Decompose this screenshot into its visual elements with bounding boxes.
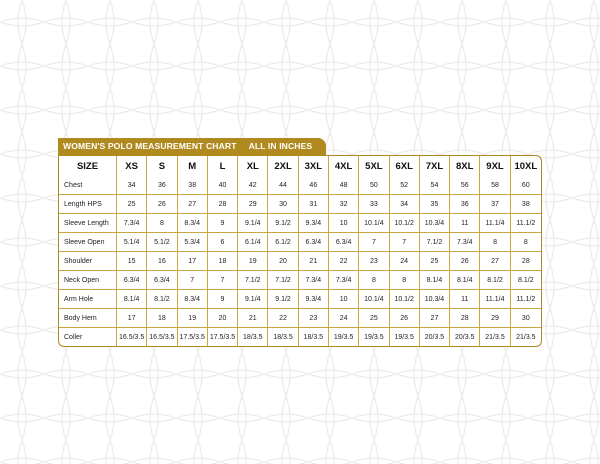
table-cell: 38 [178, 176, 208, 195]
size-header-m: M [178, 156, 208, 176]
table-cell: 6 [208, 233, 238, 252]
table-cell: 22 [268, 309, 298, 328]
row-label: Length HPS [59, 195, 117, 214]
table-row [59, 252, 541, 271]
table-cell: 32 [329, 195, 359, 214]
size-header-xl: XL [238, 156, 268, 176]
table-cell: 28 [450, 309, 480, 328]
chart-units: ALL IN INCHES [248, 141, 313, 151]
table-cell: 28 [208, 195, 238, 214]
table-cell: 37 [480, 195, 510, 214]
table-cell: 16.5/3.5 [147, 328, 177, 346]
table-cell: 9.1/4 [238, 214, 268, 233]
table-cell: 7.1/2 [420, 233, 450, 252]
table-cell: 23 [359, 252, 389, 271]
table-body [59, 176, 541, 346]
table-cell: 9.1/4 [238, 290, 268, 309]
table-cell: 54 [420, 176, 450, 195]
table-cell: 10.3/4 [420, 290, 450, 309]
table-cell: 10 [329, 214, 359, 233]
table-cell: 7 [390, 233, 420, 252]
table-cell: 17.5/3.5 [178, 328, 208, 346]
table-cell: 6.1/4 [238, 233, 268, 252]
table-cell: 10.1/4 [359, 214, 389, 233]
table-cell: 26 [450, 252, 480, 271]
table-cell: 10.1/2 [390, 290, 420, 309]
table-cell: 10.1/4 [359, 290, 389, 309]
table-cell: 48 [329, 176, 359, 195]
table-cell: 19 [178, 309, 208, 328]
table-cell: 6.1/2 [268, 233, 298, 252]
table-cell: 10.3/4 [420, 214, 450, 233]
table-cell: 9.3/4 [299, 290, 329, 309]
table-cell: 35 [420, 195, 450, 214]
size-header-xs: XS [117, 156, 147, 176]
table-cell: 7.3/4 [117, 214, 147, 233]
table-cell: 19/3.5 [329, 328, 359, 346]
table-row [59, 233, 541, 252]
table-cell: 7.1/2 [238, 271, 268, 290]
table-row [59, 290, 541, 309]
table-cell: 23 [299, 309, 329, 328]
table-cell: 17 [178, 252, 208, 271]
table-cell: 7.3/4 [450, 233, 480, 252]
table-cell: 25 [420, 252, 450, 271]
table-cell: 29 [238, 195, 268, 214]
table-cell: 30 [511, 309, 541, 328]
size-header-l: L [208, 156, 238, 176]
size-header-3xl: 3XL [299, 156, 329, 176]
table-cell: 21/3.5 [516, 333, 536, 341]
table-cell: 8.1/2 [511, 271, 541, 290]
row-label: Sleeve Length [59, 214, 117, 233]
table-row [59, 214, 541, 233]
table-cell: 25 [359, 309, 389, 328]
table-cell: 8 [480, 233, 510, 252]
table-cell: 8.3/4 [178, 214, 208, 233]
table-cell: 11.1/4 [480, 214, 510, 233]
table-cell: 18/3.5 [299, 328, 329, 346]
table-row [59, 309, 541, 328]
table-cell: 11 [450, 290, 480, 309]
table-cell: 27 [480, 252, 510, 271]
table-cell: 18/3.5 [238, 328, 268, 346]
table-cell: 8.3/4 [178, 290, 208, 309]
table-cell: 28 [511, 252, 541, 271]
table-cell: 38 [511, 195, 541, 214]
row-label: Arm Hole [59, 290, 117, 309]
table-cell: 20 [208, 309, 238, 328]
table-cell: 42 [238, 176, 268, 195]
table-cell: 36 [450, 195, 480, 214]
table-cell: 60 [511, 176, 541, 195]
size-header-2xl: 2XL [268, 156, 298, 176]
table-cell: 7 [208, 271, 238, 290]
table-cell: 7.1/2 [268, 271, 298, 290]
table-cell: 10 [329, 290, 359, 309]
table-cell: 9.3/4 [299, 214, 329, 233]
table-cell: 9 [208, 290, 238, 309]
row-label: Neck Open [59, 271, 117, 290]
table-cell: 19 [238, 252, 268, 271]
table-cell: 24 [329, 309, 359, 328]
table-cell: 52 [390, 176, 420, 195]
table-cell: 24 [390, 252, 420, 271]
table-row [59, 176, 541, 195]
table-cell: 56 [450, 176, 480, 195]
table-cell: 31 [299, 195, 329, 214]
table-cell: 9.1/2 [268, 290, 298, 309]
table-cell: 11.1/2 [511, 214, 541, 233]
table-cell: 21/3.5 [480, 328, 510, 346]
header-row [59, 156, 541, 176]
row-label: Coller [59, 328, 117, 346]
table-cell: 11.1/4 [480, 290, 510, 309]
table-cell: 21 [299, 252, 329, 271]
table-row [59, 195, 541, 214]
size-header-4xl: 4XL [329, 156, 359, 176]
size-header-8xl: 8XL [450, 156, 480, 176]
table-cell: 27 [420, 309, 450, 328]
table-cell: 20/3.5 [450, 328, 480, 346]
table-row [59, 271, 541, 290]
table-cell: 8.1/4 [450, 271, 480, 290]
table-cell: 30 [268, 195, 298, 214]
table-cell: 8.1/2 [147, 290, 177, 309]
table-cell: 6.3/4 [299, 233, 329, 252]
row-label: Sleeve Open [59, 233, 117, 252]
table-cell: 5.1/2 [147, 233, 177, 252]
table-cell: 40 [208, 176, 238, 195]
table-cell: 9 [208, 214, 238, 233]
table-cell: 58 [480, 176, 510, 195]
table-cell: 34 [117, 176, 147, 195]
table-cell: 5.3/4 [178, 233, 208, 252]
table-cell: 10.1/2 [390, 214, 420, 233]
table-cell: 8.1/4 [117, 290, 147, 309]
table-cell: 22 [329, 252, 359, 271]
table-cell: 19/3.5 [359, 328, 389, 346]
table-cell: 11 [450, 214, 480, 233]
table-cell: 33 [359, 195, 389, 214]
size-header-7xl: 7XL [420, 156, 450, 176]
table-cell: 8 [147, 214, 177, 233]
chart-title: WOMEN'S POLO MEASUREMENT CHART [63, 141, 237, 151]
table-cell: 7.3/4 [299, 271, 329, 290]
table-cell: 5.1/4 [117, 233, 147, 252]
table-cell: 29 [480, 309, 510, 328]
table-cell: 21 [238, 309, 268, 328]
table-cell: 16 [147, 252, 177, 271]
table-row [59, 328, 541, 346]
row-label: Body Hem [59, 309, 117, 328]
table-cell: 15 [117, 252, 147, 271]
table-cell: 20/3.5 [420, 328, 450, 346]
table-cell: 6.3/4 [329, 233, 359, 252]
table-cell: 27 [178, 195, 208, 214]
chart-title-tab [58, 138, 326, 155]
table-cell: 17 [117, 309, 147, 328]
table-cell: 18/3.5 [268, 328, 298, 346]
table-cell: 20 [268, 252, 298, 271]
table-cell: 8.1/2 [480, 271, 510, 290]
size-table [58, 155, 542, 347]
table-cell: 34 [390, 195, 420, 214]
row-label: Shoulder [59, 252, 117, 271]
table-cell: 50 [359, 176, 389, 195]
table-cell: 8.1/4 [420, 271, 450, 290]
table-cell: 16.5/3.5 [117, 328, 147, 346]
table-cell: 26 [390, 309, 420, 328]
row-label: Chest [59, 176, 117, 195]
table-cell: 7 [359, 233, 389, 252]
table-cell: 6.3/4 [117, 271, 147, 290]
table-cell: 25 [117, 195, 147, 214]
table-cell: 11.1/2 [511, 290, 541, 309]
table-cell: 46 [299, 176, 329, 195]
table-cell: 6.3/4 [147, 271, 177, 290]
size-header-5xl: 5XL [359, 156, 389, 176]
table-cell: 44 [268, 176, 298, 195]
table-cell: 18 [147, 309, 177, 328]
table-cell: 9.1/2 [268, 214, 298, 233]
table-cell: 18 [208, 252, 238, 271]
size-header-s: S [147, 156, 177, 176]
size-header-10xl: 10XL [514, 160, 538, 172]
table-cell: 8 [359, 271, 389, 290]
size-header-6xl: 6XL [390, 156, 420, 176]
table-cell: 8 [390, 271, 420, 290]
size-header-label: SIZE [59, 156, 117, 176]
table-cell: 8 [511, 233, 541, 252]
size-header-9xl: 9XL [480, 156, 510, 176]
table-cell: 26 [147, 195, 177, 214]
table-cell: 19/3.5 [390, 328, 420, 346]
table-cell: 7.3/4 [329, 271, 359, 290]
measurement-chart [58, 136, 542, 347]
table-cell: 36 [147, 176, 177, 195]
table-cell: 17.5/3.5 [208, 328, 238, 346]
table-cell: 7 [178, 271, 208, 290]
